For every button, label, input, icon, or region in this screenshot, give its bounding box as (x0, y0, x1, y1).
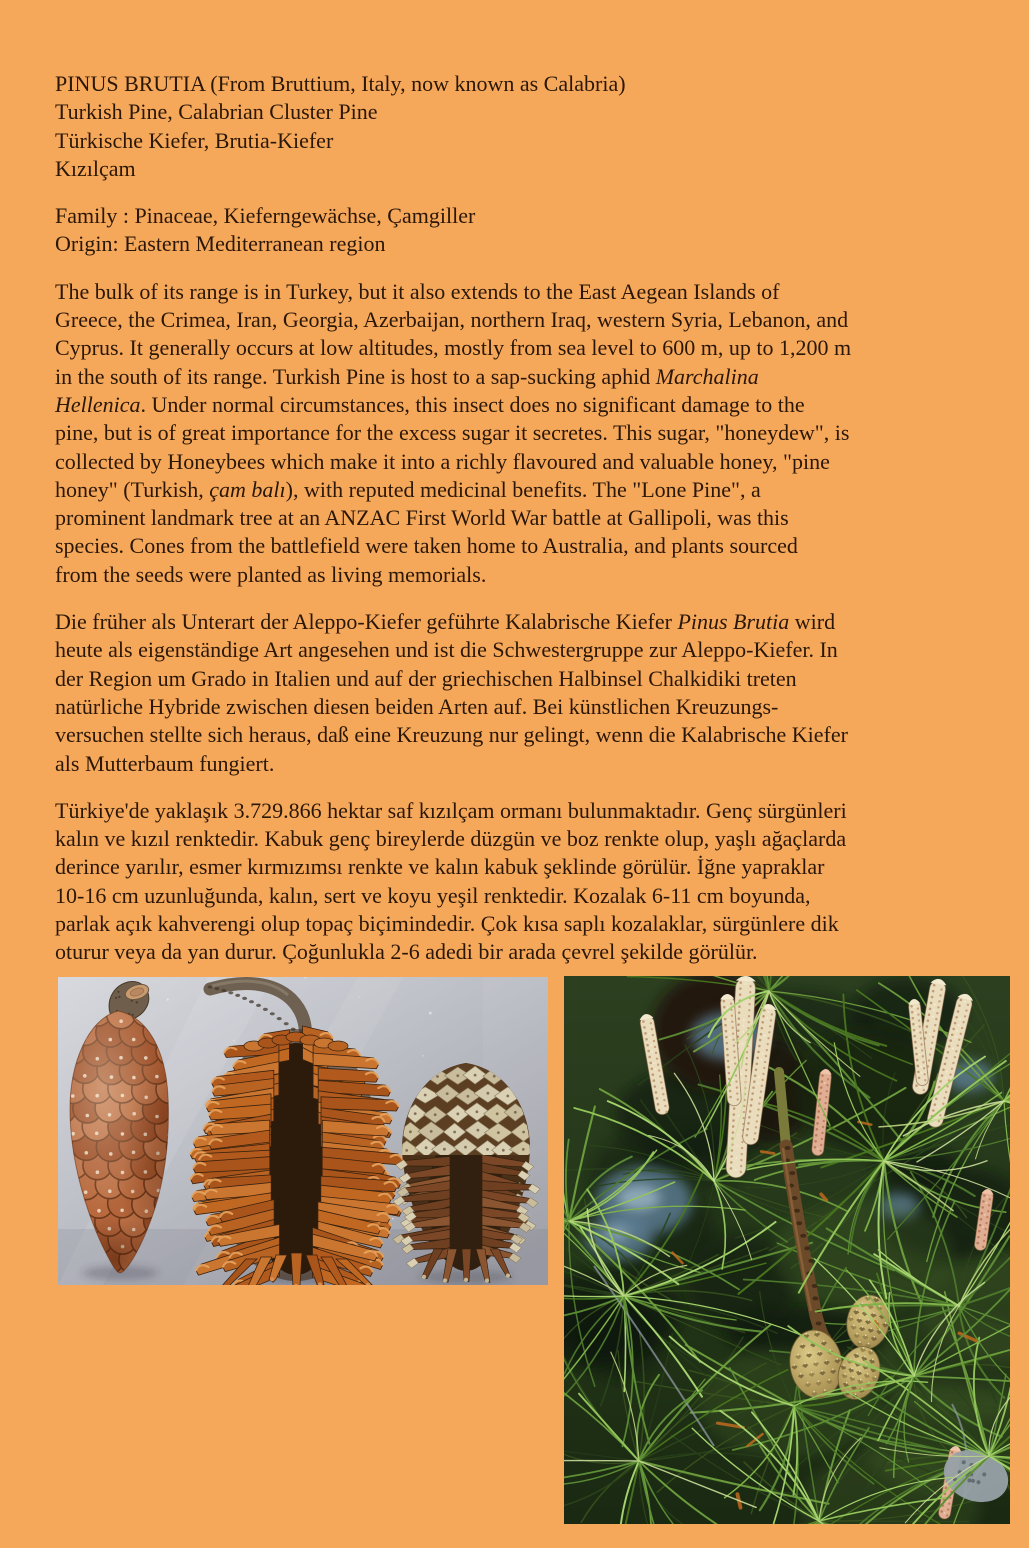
text-line: Cyprus. It generally occurs at low altitudes, mostly from sea level to 600 m, up to 1,200 m (55, 335, 852, 361)
text-line: heute als eigenständige Art angesehen und ist die Schwestergruppe zur Aleppo-Kiefer. In (55, 637, 838, 663)
text-line: Turkish Pine, Calabrian Cluster Pine (55, 99, 378, 125)
text-line: from the seeds were planted as living memorials. (55, 561, 487, 587)
title-block (55, 70, 1005, 183)
text-line: honey" (Turkish, çam balı), with reputed medicinal benefits. The "Lone Pine", a (55, 476, 761, 502)
text-line: prominent landmark tree at an ANZAC First World War battle at Gallipoli, was this (55, 505, 789, 531)
text-line: Die früher als Unterart der Aleppo-Kiefer geführte Kalabrische Kiefer Pinus Brutia wird (55, 609, 836, 635)
text-line: oturur veya da yan durur. Çoğunlukla 2-6 adedi bir arada çevrel şekilde görülür. (55, 939, 758, 965)
paragraph-turkish (55, 797, 1005, 967)
text-line: der Region um Grado in Italien und auf der griechischen Halbinsel Chalkidiki treten (55, 665, 797, 691)
text-line: als Mutterbaum fungiert. (55, 750, 275, 776)
text-line: pine, but is of great importance for the excess sugar it secretes. This sugar, "honeydew", is (55, 420, 850, 446)
text-line: Origin: Eastern Mediterranean region (55, 231, 386, 257)
photo-three-cones (58, 977, 548, 1285)
text-line: versuchen stellte sich heraus, daß eine Kreuzung nur gelingt, wenn die Kalabrische Kiefer (55, 722, 848, 748)
text-line: Hellenica. Under normal circumstances, this insect does no significant damage to the (55, 391, 805, 417)
text-line: in the south of its range. Turkish Pine is host to a sap-sucking aphid Marchalina (55, 363, 759, 389)
text-line: Kızılçam (55, 155, 136, 181)
paragraph-english (55, 278, 1005, 589)
text-line: Türkiye'de yaklaşık 3.729.866 hektar saf kızılçam ormanı bulunmaktadır. Genç sürgünleri (55, 797, 847, 823)
text-line: derince yarılır, esmer kırmızımsı renkte ve kalın kabuk şeklinde görülür. İğne yapraklar (55, 854, 825, 880)
text-line: Greece, the Crimea, Iran, Georgia, Azerbaijan, northern Iraq, western Syria, Lebanon, and (55, 307, 849, 333)
text-line: kalın ve kızıl renktedir. Kabuk genç bireylerde düzgün ve boz renkte olup, yaşlı ağaçlarda (55, 826, 847, 852)
document-body (55, 70, 1005, 986)
text-line: PINUS BRUTIA (From Bruttium, Italy, now known as Calabria) (55, 71, 626, 96)
text-line: Türkische Kiefer, Brutia-Kiefer (55, 127, 334, 153)
text-line: parlak açık kahverengi olup topaç biçimindedir. Çok kısa saplı kozalaklar, sürgünlere dik (55, 911, 839, 937)
family-origin-block (55, 202, 1005, 259)
text-line: natürliche Hybride zwischen diesen beiden Arten auf. Bei künstlichen Kreuzungs- (55, 693, 779, 719)
text-line: Family : Pinaceae, Kieferngewächse, Çamgiller (55, 203, 476, 229)
photo-pine-branch (564, 976, 1010, 1524)
text-line: The bulk of its range is in Turkey, but it also extends to the East Aegean Islands of (55, 278, 780, 304)
text-line: collected by Honeybees which make it into a richly flavoured and valuable honey, "pine (55, 448, 830, 474)
text-line: species. Cones from the battlefield were taken home to Australia, and plants sourced (55, 533, 798, 559)
paragraph-german (55, 608, 1005, 778)
text-line: 10-16 cm uzunluğunda, kalın, sert ve koyu yeşil renktedir. Kozalak 6-11 cm boyunda, (55, 882, 811, 908)
